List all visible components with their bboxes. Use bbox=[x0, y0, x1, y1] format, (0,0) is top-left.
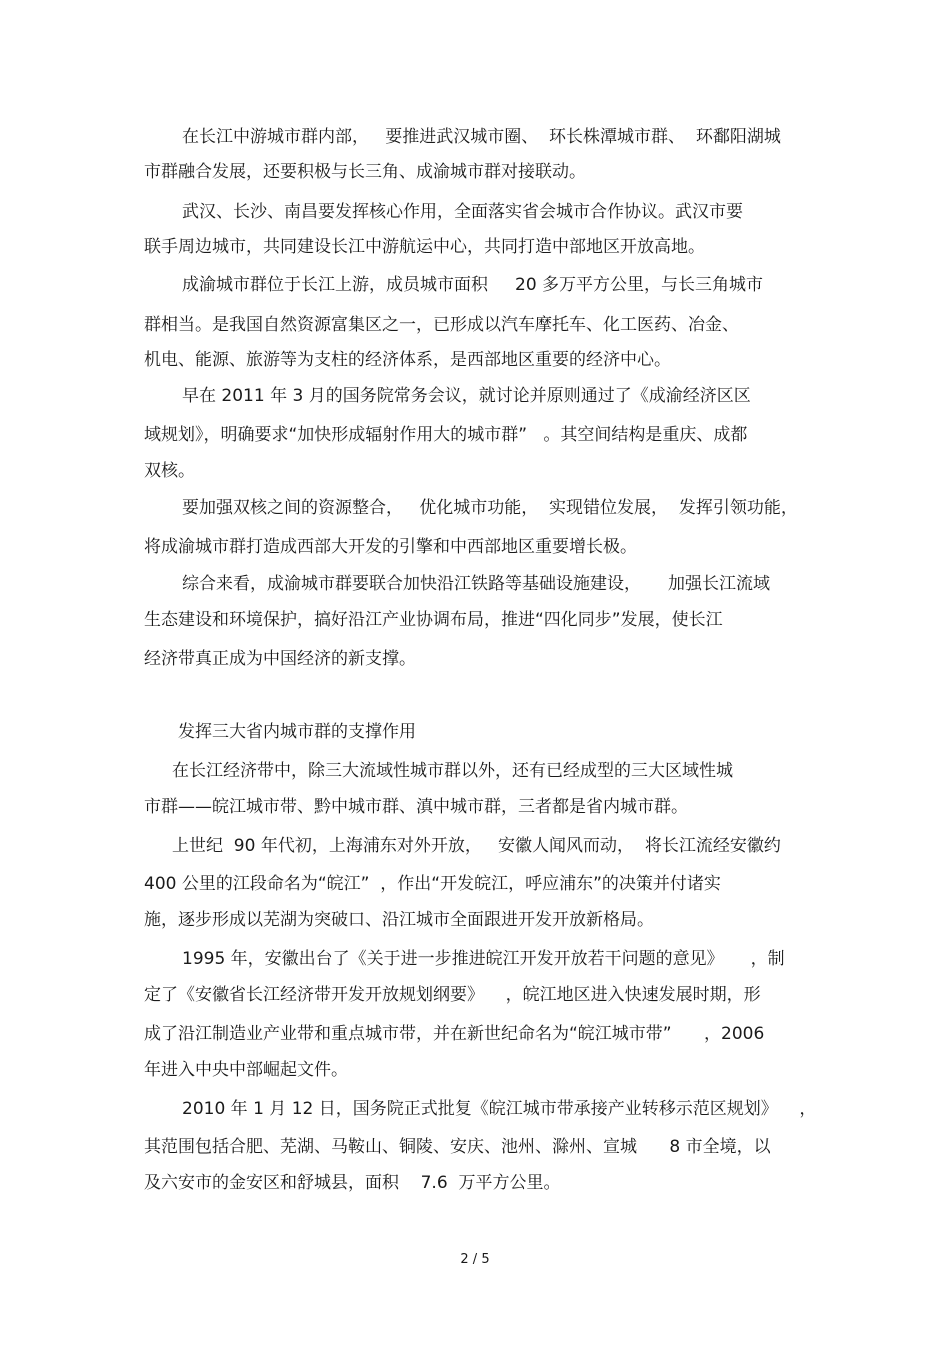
text-line: 联手周边城市，共同建设长江中游航运中心，共同打造中部地区开放高地。 bbox=[144, 237, 705, 257]
text-line: 域规划》，明确要求“加快形成辐射作用大的城市群” 。其空间结构是重庆、成都 bbox=[144, 425, 748, 445]
text-line: 生态建设和环境保护，搞好沿江产业协调布局，推进“四化同步”发展，使长江 bbox=[144, 610, 723, 630]
text-line: 将成渝城市群打造成西部大开发的引擎和中西部地区重要增长极。 bbox=[144, 537, 637, 557]
text-line: 机电、能源、旅游等为支柱的经济体系，是西部地区重要的经济中心。 bbox=[144, 350, 671, 370]
text-line: 施，逐步形成以芜湖为突破口、沿江城市全面跟进开发开放新格局。 bbox=[144, 910, 654, 930]
page-number: 2 / 5 bbox=[460, 1252, 490, 1267]
text-line: 成渝城市群位于长江上游，成员城市面积 20 多万平方公里，与长三角城市 bbox=[182, 275, 764, 295]
text-line: 要加强双核之间的资源整合， 优化城市功能， 实现错位发展， 发挥引领功能， bbox=[182, 498, 798, 518]
text-line: 市群——皖江城市带、黔中城市群、滇中城市群，三者都是省内城市群。 bbox=[144, 797, 688, 817]
text-line: 400 公里的江段命名为“皖江” ，作出“开发皖江，呼应浦东”的决策并付诸实 bbox=[144, 874, 721, 894]
text-line: 年进入中央中部崛起文件。 bbox=[144, 1060, 348, 1080]
section-heading: 发挥三大省内城市群的支撑作用 bbox=[178, 722, 416, 742]
text-line: 及六安市的金安区和舒城县，面积 7.6 万平方公里。 bbox=[144, 1173, 561, 1193]
text-line: 群相当。是我国自然资源富集区之一，已形成以汽车摩托车、化工医药、冶金、 bbox=[144, 315, 739, 335]
text-line: 双核。 bbox=[144, 461, 195, 481]
text-line: 市群融合发展，还要积极与长三角、成渝城市群对接联动。 bbox=[144, 162, 586, 182]
text-line: 2010 年 1 月 12 日，国务院正式批复《皖江城市带承接产业转移示范区规划》 ， bbox=[182, 1099, 817, 1119]
text-line: 武汉、长沙、南昌要发挥核心作用，全面落实省会城市合作协议。武汉市要 bbox=[182, 202, 743, 222]
text-line: 1995 年，安徽出台了《关于进一步推进皖江开发开放若干问题的意见》 ，制 bbox=[182, 949, 785, 969]
text-line: 定了《安徽省长江经济带开发开放规划纲要》 ，皖江地区进入快速发展时期，形 bbox=[144, 985, 761, 1005]
text-line: 经济带真正成为中国经济的新支撑。 bbox=[144, 649, 416, 669]
text-line: 在长江中游城市群内部， 要推进武汉城市圈、 环长株潭城市群、 环鄱阳湖城 bbox=[182, 127, 781, 147]
text-line: 上世纪 90 年代初，上海浦东对外开放， 安徽人闻风而动， 将长江流经安徽约 bbox=[172, 836, 781, 856]
text-line: 在长江经济带中，除三大流域性城市群以外，还有已经成型的三大区域性城 bbox=[172, 761, 733, 781]
text-line: 早在 2011 年 3 月的国务院常务会议，就讨论并原则通过了《成渝经济区区 bbox=[182, 386, 751, 406]
text-line: 综合来看，成渝城市群要联合加快沿江铁路等基础设施建设， 加强长江流域 bbox=[182, 574, 771, 594]
text-line: 其范围包括合肥、芜湖、马鞍山、铜陵、安庆、池州、滁州、宣城 8 市全境，以 bbox=[144, 1137, 771, 1157]
text-line: 成了沿江制造业产业带和重点城市带，并在新世纪命名为“皖江城市带” ，2006 bbox=[144, 1024, 765, 1044]
